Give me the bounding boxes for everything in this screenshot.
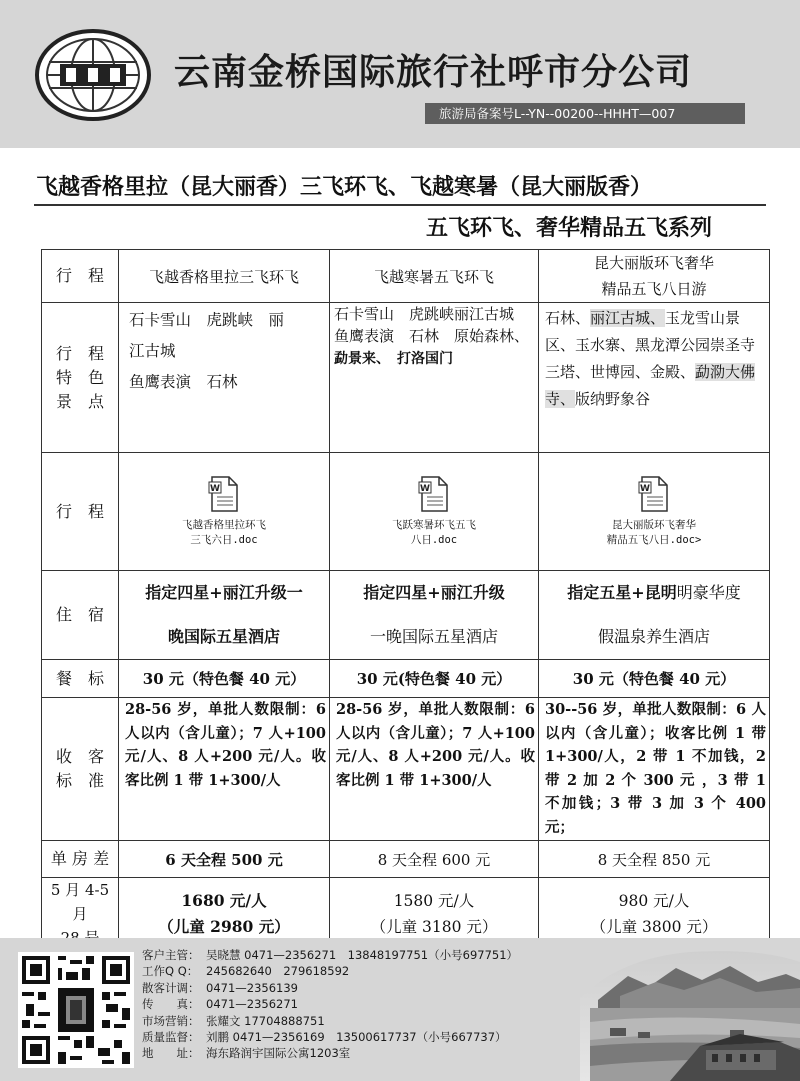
- sights-col3-a: 石林、: [545, 309, 591, 327]
- contact-value: 吴晓慧 0471—2356271 13848197751（小号697751）: [206, 948, 519, 962]
- sights-col2-bold: 勐景来、 打洛国门: [334, 351, 453, 367]
- accommodation-col3: [539, 571, 770, 660]
- meals-col3: 30 元（特色餐 40 元）: [539, 660, 770, 698]
- table-row-sights: [42, 303, 770, 453]
- single-col3: 8 天全程 850 元: [539, 841, 770, 878]
- contact-label: 地 址：: [142, 1046, 200, 1061]
- meals-col1: 30 元（特色餐 40 元）: [119, 660, 330, 698]
- accommodation-col2-line2: 一晚国际五星酒店: [369, 627, 498, 646]
- contact-label: 工作Q Q：: [142, 964, 199, 979]
- sights-col2-text: 石卡雪山 虎跳峡丽江古城 鱼鹰表演 石林 原始森林、: [334, 305, 530, 345]
- accommodation-col1: [119, 571, 330, 660]
- price-label-line1: 5 月 4-5 月: [50, 881, 110, 923]
- contact-row: [142, 1045, 518, 1061]
- contact-value: 245682640 279618592: [206, 964, 350, 979]
- doc3-name-line1: 昆大丽版环飞奢华: [612, 518, 696, 531]
- company-name: 云南金桥国际旅行社呼市分公司: [174, 52, 693, 93]
- landscape-photo: [580, 938, 800, 1081]
- accommodation-label: 住 宿: [42, 571, 119, 660]
- accommodation-col3-line1b: 明豪华度: [676, 583, 741, 602]
- meals-label: 餐 标: [42, 660, 119, 698]
- page-title-line1: 飞越香格里拉（昆大丽香）三飞环飞、飞越寒暑（昆大丽版香）: [36, 175, 653, 200]
- accommodation-col1-line1: 指定四星+丽江升级一: [145, 583, 303, 602]
- accommodation-col2: [330, 571, 539, 660]
- qr-code-icon[interactable]: [18, 952, 134, 1068]
- doc2-name-line2: 八日.doc: [410, 533, 458, 546]
- accommodation-col3-line1: 指定五星+昆明: [567, 583, 677, 602]
- header-col3-line2: 精品五飞八日游: [601, 280, 707, 298]
- standard-col3: 30--56 岁，单批人数限制：6 人以内（含儿童）；收客比例 1 带 1+300/人，2 带 1 不加钱，2 带 2 加 2 个 300 元 ，3 带 1 不加钱；3 带 3 加 3 个 400 元；: [539, 698, 770, 841]
- svg-text:W: W: [640, 483, 650, 494]
- contact-list: [142, 947, 518, 1062]
- contact-row: [142, 996, 518, 1012]
- price-col2-line2: （儿童 3180 元）: [370, 918, 498, 936]
- header-band: [0, 0, 800, 148]
- itinerary-doc2[interactable]: [330, 453, 539, 571]
- standard-col2: 28-56 岁，单批人数限制：6 人以内（含儿童）；7 人+100 元/人、8 人+200 元/人。收客比例 1 带 1+300/人: [330, 698, 539, 841]
- sights-label-line3: 景 点: [55, 391, 104, 411]
- standard-col1: 28-56 岁，单批人数限制：6 人以内（含儿童）；7 人+100 元/人、8 人+200 元/人。收客比例 1 带 1+300/人: [119, 698, 330, 841]
- standard-label-line1: 收 客: [55, 747, 104, 766]
- single-label: 单 房 差: [42, 841, 119, 878]
- contact-row: [142, 963, 518, 979]
- contact-label: 散客计调：: [142, 980, 200, 995]
- header-col3: [539, 250, 770, 303]
- header-col2: 飞越寒暑五飞环飞: [330, 250, 539, 303]
- contact-value: 海东路润宇国际公寓1203室: [206, 1046, 351, 1061]
- accommodation-col1-line2: 晚国际五星酒店: [167, 627, 280, 646]
- price-col3-line2: （儿童 3800 元）: [590, 918, 718, 936]
- contact-value: 0471—2356271: [206, 997, 298, 1012]
- tour-table: [41, 249, 770, 951]
- single-col1: 6 天全程 500 元: [119, 841, 330, 878]
- table-row-header: [42, 250, 770, 303]
- contact-value: 0471—2356139: [206, 980, 298, 995]
- contact-row: [142, 980, 518, 996]
- license-number: 旅游局备案号L--YN--00200--HHHT—007: [425, 103, 745, 124]
- standard-label-line2: 标 准: [55, 771, 104, 790]
- doc1-name-line2: 三飞六日.doc: [190, 533, 258, 546]
- title-divider: [34, 204, 766, 206]
- word-document-icon: [418, 476, 450, 512]
- itinerary-doc3[interactable]: [539, 453, 770, 571]
- contact-label: 质量监督：: [142, 1030, 200, 1045]
- contact-value: 张耀文 17704888751: [206, 1013, 325, 1028]
- sights-col1: [119, 303, 330, 453]
- company-logo-icon: [34, 28, 152, 122]
- price-col1-line2: （儿童 2980 元）: [158, 917, 290, 936]
- header-col1: 飞越香格里拉三飞环飞: [119, 250, 330, 303]
- sights-col3-e: 版纳野象谷: [575, 390, 651, 408]
- footer-band: [0, 938, 800, 1081]
- table-row-meals: [42, 660, 770, 698]
- contact-label: 传 真：: [142, 997, 200, 1012]
- sights-col3-c: 玉龙雪山景区、玉水寨、黑龙潭公园崇圣寺三塔、世博园、金殿、: [545, 309, 756, 381]
- svg-text:W: W: [420, 483, 430, 494]
- meals-col2: 30 元(特色餐 40 元）: [330, 660, 539, 698]
- accommodation-col2-line1: 指定四星+丽江升级: [363, 583, 505, 602]
- contact-label: 市场营销：: [142, 1013, 200, 1028]
- single-col2: 8 天全程 600 元: [330, 841, 539, 878]
- doc3-name-line2: 精品五飞八日.doc>: [606, 533, 702, 546]
- svg-text:W: W: [210, 483, 220, 494]
- contact-row: [142, 947, 518, 963]
- sights-col1-line3: 鱼鹰表演 石林: [129, 373, 238, 391]
- sights-col3: [539, 303, 770, 453]
- table-row-single-supplement: [42, 841, 770, 878]
- sights-col1-line2: 江古城: [129, 342, 176, 360]
- contact-row: [142, 1029, 518, 1045]
- word-document-icon: [638, 476, 670, 512]
- header-col3-line1: 昆大丽版环飞奢华: [593, 254, 714, 272]
- sights-col1-line1: 石卡雪山 虎跳峡 丽: [129, 311, 285, 329]
- contact-value: 刘鹏 0471—2356169 13500617737（小号667737）: [206, 1030, 507, 1045]
- sights-col2: [330, 303, 539, 453]
- page-title-line2: 五飞环飞、奢华精品五飞系列: [426, 216, 713, 241]
- sights-col3-d: 勐泐大佛寺、: [545, 363, 756, 408]
- table-row-standard: [42, 698, 770, 841]
- doc2-name-line1: 飞跃寒暑环飞五飞: [392, 518, 476, 531]
- itinerary-label: 行 程: [42, 453, 119, 571]
- sights-label: [42, 303, 119, 453]
- doc1-name-line1: 飞越香格里拉环飞: [182, 518, 266, 531]
- contact-row: [142, 1013, 518, 1029]
- accommodation-col3-line2: 假温泉养生酒店: [597, 627, 710, 646]
- sights-label-line2: 特 色: [55, 367, 104, 387]
- header-label: 行 程: [42, 250, 119, 303]
- price-col2-line1: 1580 元/人: [393, 892, 475, 910]
- table-row-itinerary: [42, 453, 770, 571]
- itinerary-doc1[interactable]: [119, 453, 330, 571]
- contact-label: 客户主管：: [142, 948, 200, 962]
- table-row-accommodation: [42, 571, 770, 660]
- sights-col3-b: 丽江古城、: [590, 309, 666, 327]
- standard-label: [42, 698, 119, 841]
- word-document-icon: [208, 476, 240, 512]
- price-col3-line1: 980 元/人: [618, 892, 690, 910]
- price-col1-line1: 1680 元/人: [181, 891, 267, 910]
- sights-label-line1: 行 程: [55, 343, 104, 363]
